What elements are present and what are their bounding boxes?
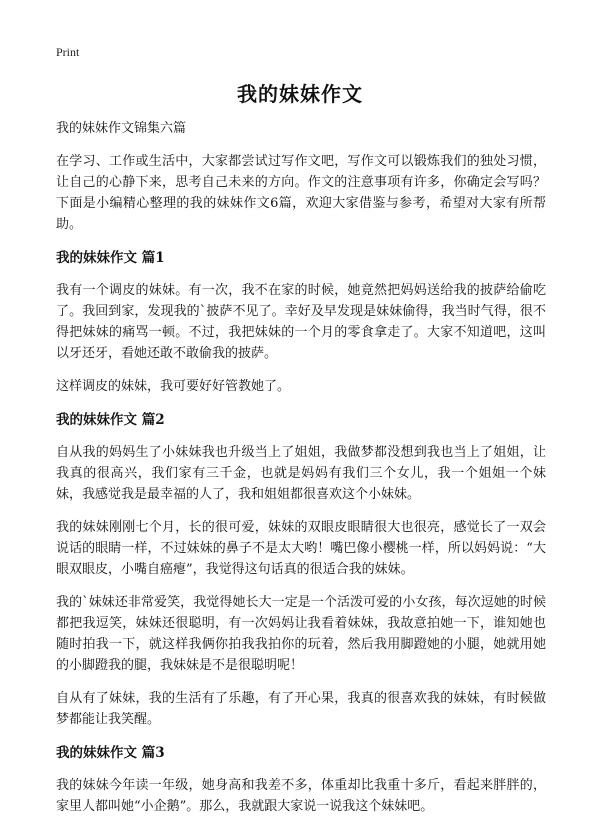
intro-paragraph: 在学习、工作或生活中，大家都尝试过写作文吧，写作文可以锻炼我们的独处习惯，让自己的心静下来，思考自己未来的方向。作文的注意事项有许多，你确定会写吗？下面是小编精心整理的我的妹妹作文6篇，欢迎大家借鉴与参考，希望对大家有所帮助。 [56,154,546,232]
paragraph: 我的妹妹今年读一年级，她身高和我差不多，体重却比我重十多斤，看起来胖胖的，家里人都叫她“小企鹅”。那么，我就跟大家说一说我这个妹妹吧。 [56,778,546,814]
paragraph: 我有一个调皮的妹妹。有一次，我不在家的时候，她竟然把妈妈送给我的披萨给偷吃了。我回到家，发现我的`披萨不见了。幸好及早发现是妹妹偷得，我当时气得，很不得把妹妹的痛骂一顿。不过，我把妹妹的一个月的零食拿走了。大家不知道吧，这叫以牙还牙，看她还敢不敢偷我的披萨。 [56,283,546,361]
print-label[interactable]: Print [56,45,80,59]
paragraph: 这样调皮的妹妹，我可要好好管教她了。 [56,379,291,394]
document-body [56,118,546,829]
page-title: 我的妹妹作文 [237,82,363,106]
paragraph: 自从我的妈妈生了小妹妹我也升级当上了姐姐，我做梦都没想到我也当上了姐姐，让我真的很高兴，我们家有三千金，也就是妈妈有我们三个女儿，我一个姐姐一个妹妹，我感觉我是最幸福的人了，我和姐姐都很喜欢这个小妹妹。 [56,445,546,502]
section-1 [56,247,546,397]
document-subtitle: 我的妹妹作文锦集六篇 [56,121,187,136]
paragraph: 我的妹妹刚刚七个月，长的很可爱，妹妹的双眼皮眼睛很大也很亮，感觉长了一双会说话的眼睛一样，不过妹妹的鼻子不是太大哟！嘴巴像小樱桃一样，所以妈妈说：“大眼双眼皮，小嘴自癌瘪”，我觉得这句话真的很适合我的妹妹。 [56,520,546,577]
section-heading: 我的妹妹作文 篇3 [56,745,165,761]
section-3 [56,742,546,817]
section-heading: 我的妹妹作文 篇2 [56,412,165,428]
section-heading: 我的妹妹作文 篇1 [56,250,165,266]
paragraph: 我的`妹妹还非常爱笑，我觉得她长大一定是一个活泼可爱的小女孩，每次逗她的时候都把我逗笑，妹妹还很聪明，有一次妈妈让我看着妹妹，我故意拍她一下，谁知她也随时拍我一下，就这样我俩你拍我我拍你的玩着，然后我用脚蹬她的小腿，她就用她的小脚蹬我的腿，我妹妹是不是很聪明呢！ [56,595,546,673]
paragraph: 自从有了妹妹，我的生活有了乐趣，有了开心果，我真的很喜欢我的妹妹，有时候做梦都能让我笑醒。 [56,691,546,727]
section-2 [56,409,546,730]
